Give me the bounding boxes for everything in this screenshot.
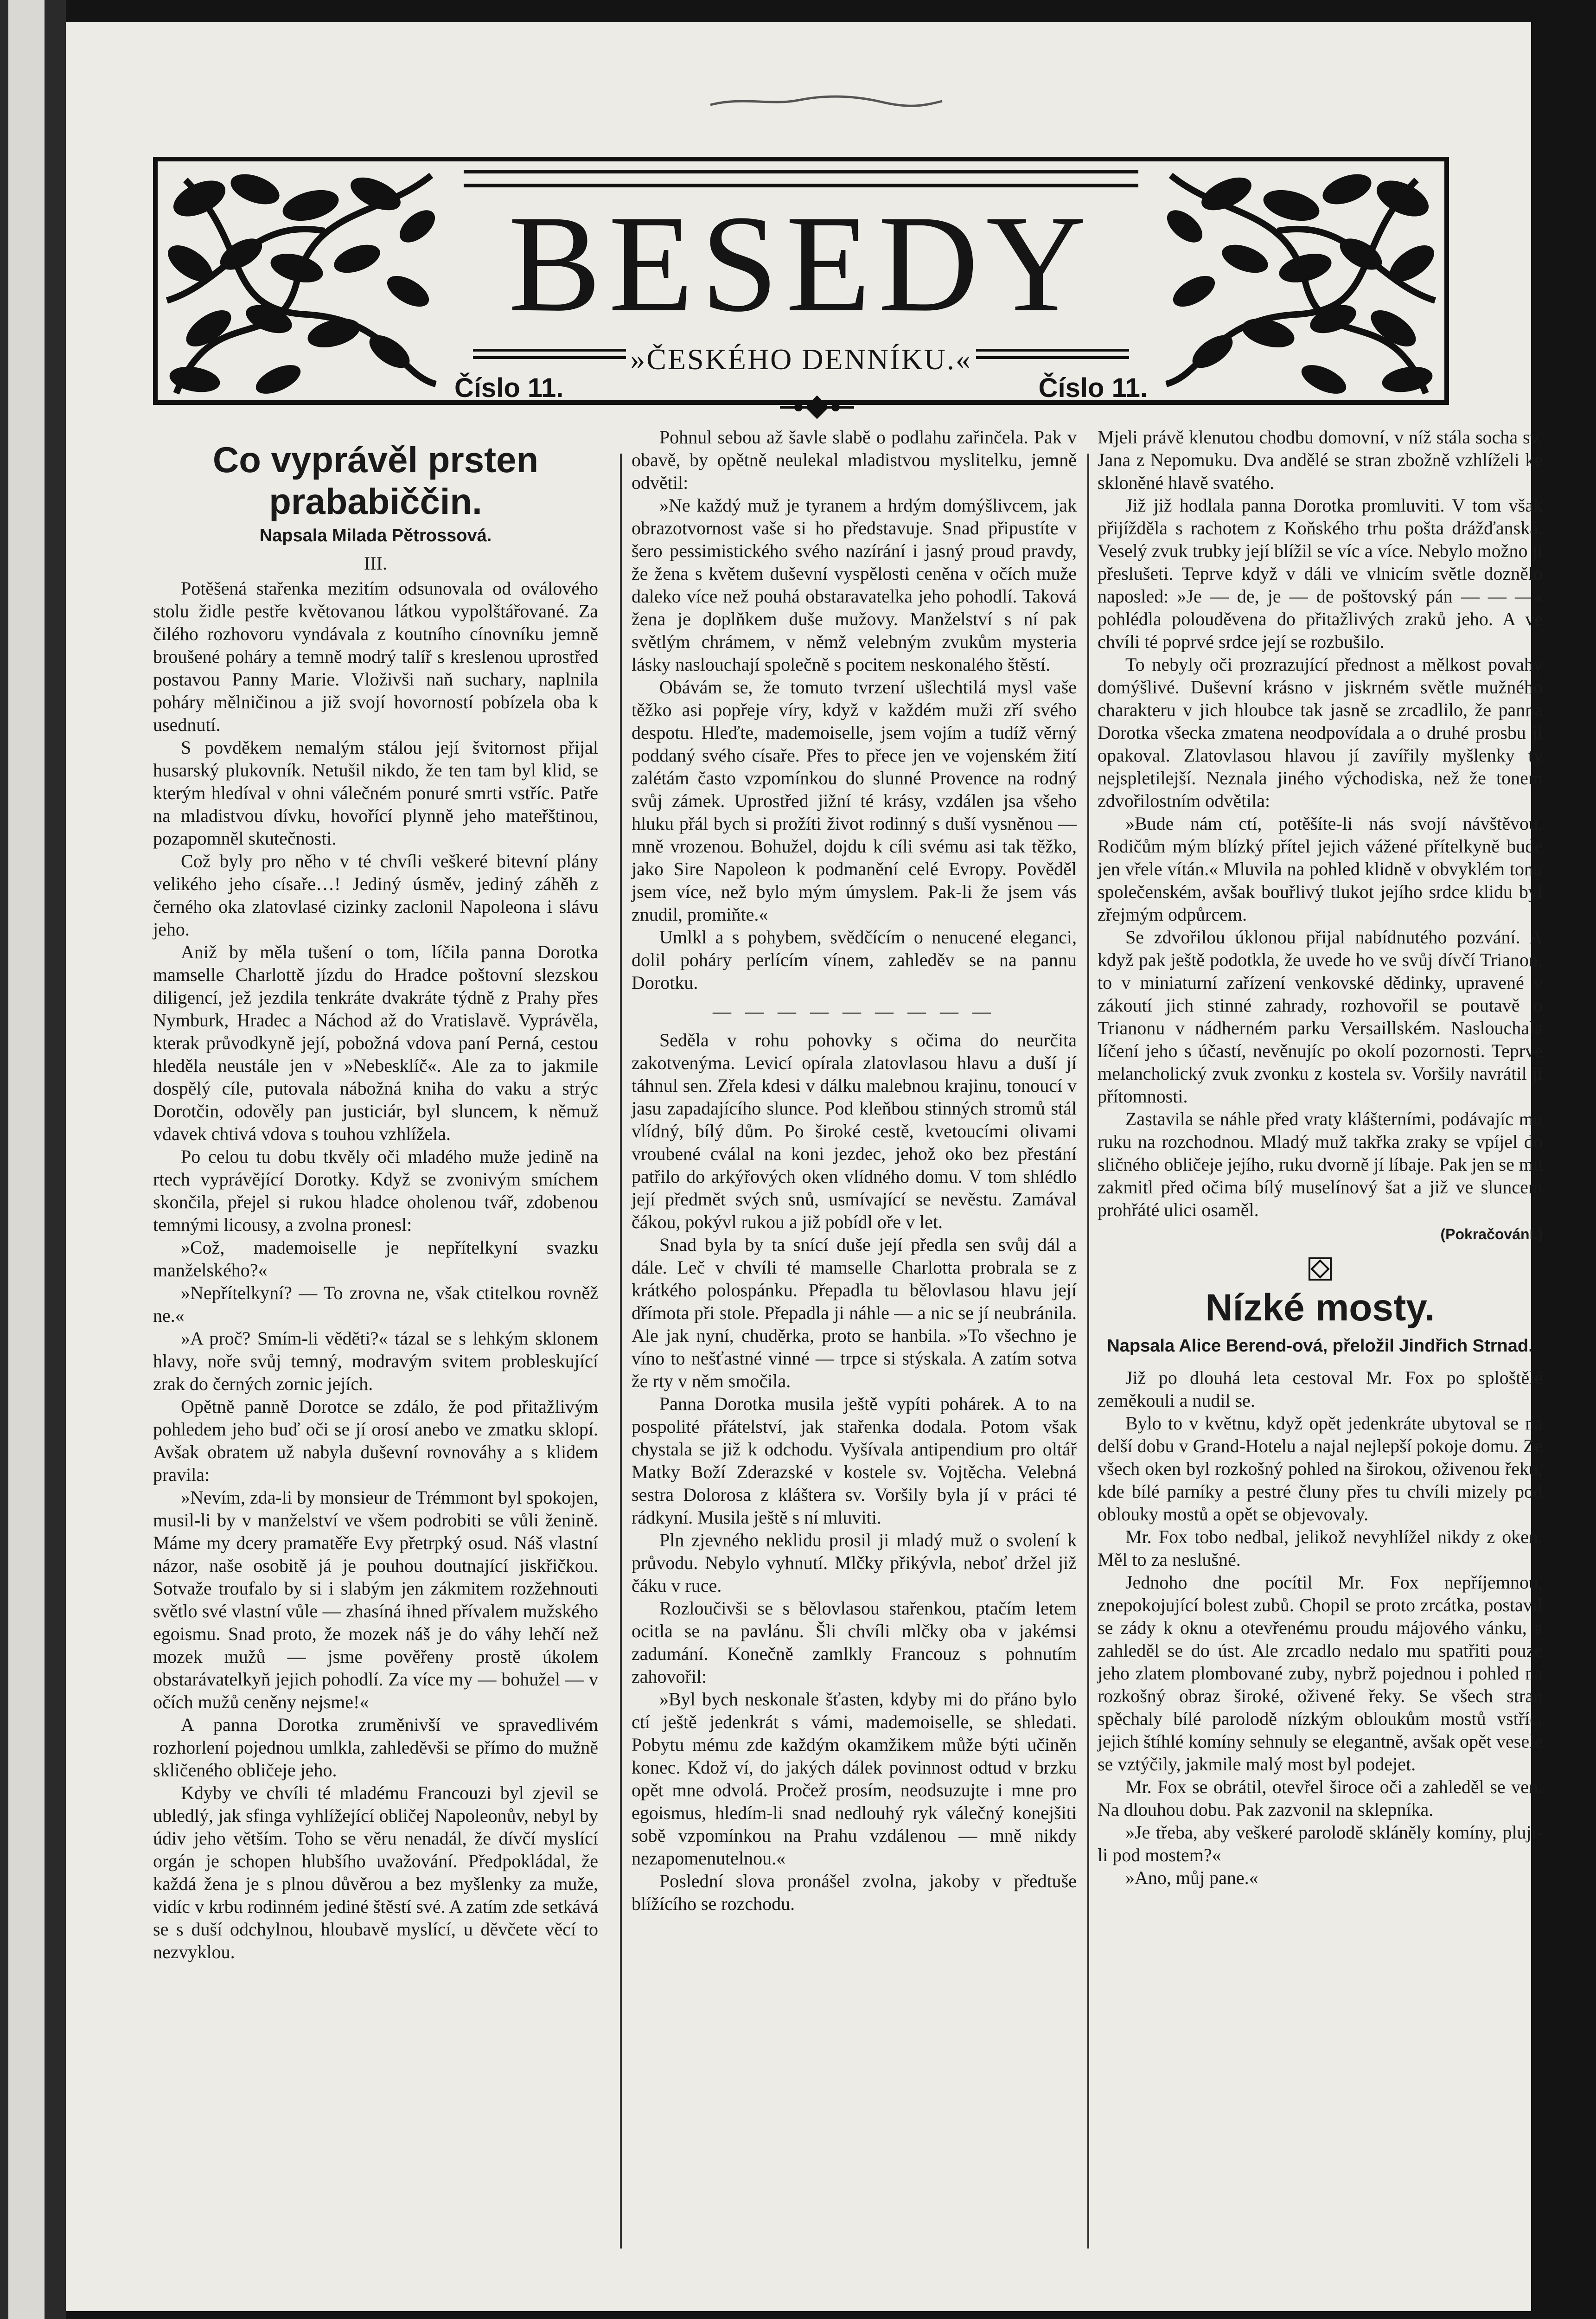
- subtitle-rule-right: [976, 349, 1129, 359]
- paragraph: Potěšená stařenka mezitím odsunovala od oválového stolu židle pestře květovanou látkou vypolštářované. Za čilého rozhovoru vyndávala z koutního cínovníku jemně broušené poháry a temně modrý talíř s kreslenou uprostřed postavou Panny Marie. Vloživši naň suchary, naplnila poháry mělničinou a již svojí hovorností pobízela oba k usednutí.: [153, 578, 598, 735]
- paragraph: S povděkem nemalým stálou její švitornost přijal husarský plukovník. Netušil nikdo, že ten tam byl klid, se kterým hledíval v ohni válečném ponuré smrti vstříc. Patře na mladistvou dívku, hovořící plynně jeho mateřštinou, pozapomněl skutečnosti.: [153, 737, 598, 849]
- paragraph: »Ne každý muž je tyranem a hrdým domýšlivcem, jak obrazotvornost vaše si ho představuje. Snad připustíte v šero pessimistického svého nazírání i jasný proud pravdy, že žena s květem duševní vyspělosti ceněna v očích muže daleko více než pouhá obstaravatelka jeho pohodlí. Taková žena je doplňkem duše mužovy. Manželství s ní pak světlým chrámem, v němž velebným zvukům mysteria lásky naslouchají společně s pocitem neskonalého štěstí.: [632, 495, 1077, 675]
- paragraph: Mr. Fox se obrátil, otevřel široce oči a zahleděl se ven. Na dlouhou dobu. Pak zazvonil na sklepníka.: [1098, 1776, 1543, 1820]
- masthead-center-ornament: [780, 393, 854, 421]
- paragraph: Snad byla by ta snící duše její předla sen svůj dál a dále. Leč v chvíli té mamselle Charlotta probrala se z krátkého polospánku. Přepadla tu bělovlasou hlavu její dřímota při stole. Přepadla ji náhle — a nic se jí neubránila. Ale jak nyní, chuděrka, proto se hanbila. »To všechno je víno to nešťastné vinné — trpce si stýskala. A zatím sotva že rty v něm smočila.: [632, 1234, 1077, 1391]
- article-body: [1098, 1366, 1543, 1889]
- paragraph: Což byly pro něho v té chvíli veškeré bitevní plány velikého jeho císaře…! Jediný úsměv, jediný záhěh z černého oka zlatovlasé cizinky zaclonil Napoleona i slávu jeho.: [153, 851, 598, 940]
- newspaper-subtitle: »ČESKÉHO DENNÍKU.«: [630, 343, 972, 376]
- paragraph: Mr. Fox tobo nedbal, jelikož nevyhlížel nikdy z oken. Měl to za neslušné.: [1098, 1526, 1543, 1570]
- column-rule: [620, 454, 622, 2249]
- newspaper-page: [66, 22, 1543, 2311]
- floral-ornament-left: [158, 161, 445, 400]
- paragraph: Obávám se, že tomuto tvrzení ušlechtilá mysl vaše těžko asi popřeje víry, když v každém muži zří svého despotu. Hleďte, mademoiselle, jsem vojím a tudíž věrný poddaný svého císaře. Přes to přece jen ve vojenském žití zalétám často vzpomínkou do slunné Provence na rodný svůj zámek. Uprostřed jižní té krásy, vzdálen jsa všeho hluku přál bych si prožíti život rodinný s duší vysněnou — mně vrozenou. Bohužel, dojdu k cíli svému asi tak těžko, jako Sire Napoleon k podmanění celé Evropy. Pověděl jsem více, než bylo mým úmyslem. Pak-li že jsem vás znudil, promiňte.«: [632, 677, 1077, 925]
- paragraph: Již již hodlala panna Dorotka promluviti. V tom však přijížděla s rachotem z Koňského trhu pošta drážďanská. Veselý zvuk trubky její blížil se víc a více. Nebylo možno ji přeslušeti. Teprve když v dáli ve vlnicím světle doznělo naposled: »Je — de, je — de poštovský pán — — —« pohlédla polouděvena do přitažlivých zraků jeho. A ve chvíli té poprvé srdce její se rozbušilo.: [1098, 495, 1543, 652]
- paragraph: A panna Dorotka zruměnivší ve spravedlivém rozhorlení pojednou umlkla, zahleděvši se přímo do mužně skličeného obličeje jeho.: [153, 1714, 598, 1781]
- paragraph: Poslední slova pronášel zvolna, jakoby v předtuše blížícího se rozchodu.: [632, 1871, 1077, 1914]
- paragraph: Se zdvořilou úklonou přijal nabídnutého pozvání. A když pak ještě podotkla, že uvede ho ve svůj dívčí Trianon, to v miniaturní zařízení venkovské dědinky, upravené v zákoutí jich stinné zahrady, rozhovořil se poutavě o Trianonu v nádherném parku Versaillském. Naslouchala líčení jeho s účastí, nevěnujíc po okolí pozornosti. Teprve melancholický zvuk zvonku z kostela sv. Voršily navrátil ji přítomnosti.: [1098, 927, 1543, 1107]
- column-rule: [1087, 454, 1089, 2249]
- section-break: — — — — — — — — —: [713, 1001, 996, 1022]
- paragraph: Po celou tu dobu tkvěly oči mladého muže jedině na rtech vyprávějící Dorotky. Když se zvonivým smíchem skončila, přejel si rukou hladce oholenou tvář, zdobenou temnými licousy, a zvolna pronesl:: [153, 1146, 598, 1235]
- paragraph: »Nepřítelkyní? — To zrovna ne, však ctitelkou rovněž ne.«: [153, 1282, 598, 1326]
- newspaper-title: BESEDY: [508, 186, 1094, 340]
- paragraph: »Ano, můj pane.«: [1125, 1867, 1258, 1888]
- paragraph: Již po dlouhá leta cestoval Mr. Fox po sploštělé zeměkouli a nudil se.: [1098, 1367, 1543, 1411]
- floral-ornament-right: [1157, 161, 1444, 400]
- paragraph: Rozloučivši se s bělovlasou stařenkou, ptačím letem ocitla se na pavlánu. Šli chvíli mlčky oba v jakémsi zadumání. Konečně zamlkly Francouz s pohnutím zahovořil:: [632, 1598, 1077, 1687]
- article-body: [153, 577, 598, 1963]
- paragraph: Panna Dorotka musila ještě vypíti pohárek. A to na pospolité přátelství, jak stařenka dodala. Potom však chystala se již k odchodu. Vyšívala antipendium pro oltář Matky Boží Zderazské v kostele sv. Vojtěcha. Velebná sestra Dolorosa z kláštera sv. Voršily byla jí v práci té rádkyní. Musila ještě s ní mluviti.: [632, 1393, 1077, 1528]
- article-byline: Napsala Alice Berend-ová, přeložil Jindřich Strnad.: [1107, 1336, 1533, 1356]
- paragraph: To nebyly oči prozrazující přednost a mělkost povahy domýšlivé. Duševní krásno v jiskrném světle mužného charakteru v jich hloubce tak jasně se zrcadlilo, že panna Dorotka všecka zmatena neodpovídala a o druhé prosbu jí opakoval. Zlatovlasou hlavou jí zavířily myšlenky ty nejspletilejší. Neznala jiného východiska, než že tonem zdvořilostním odvětila:: [1098, 654, 1543, 811]
- subtitle-row: [464, 342, 1138, 376]
- paragraph: Bylo to v květnu, když opět jedenkráte ubytoval se na delší dobu v Grand-Hotelu a najal nejlepší pokoje domu. Ze všech oken byl rozkošný pohled na širokou, oživenou řeku, kde bílé parníky a pestré čluny přes tu chvíli mizely pod obloukу mostů a opět se objevovaly.: [1098, 1413, 1543, 1525]
- diamond-ornament-icon: [1308, 1257, 1332, 1281]
- paragraph: »Nevím, zda-li by monsieur de Trémmont byl spokojen, musil-li by v manželství ve všem podrobiti se vůli ženině. Máme my dcery pramatěře Evy přetrpký osud. Náš vlastní názor, naše osobitě já je pouhou doutnající jiskřičkou. Sotvaže troufalo by si i slabým jen zákmitem rozžehnouti světlo své vlastní vůle — zhasíná ihned přívalem mužského egoismu. Snad proto, že mozek náš je do váhy lehčí než mozek mužů — jsme pověřeny prostě úkolem obstarávatelkyň jejich pohodlí. Za více my — bohužel — v očích mužů ceněny nejsme!«: [153, 1487, 598, 1712]
- column-2: [632, 426, 1077, 2283]
- article-title: Nízké mosty.: [1205, 1287, 1435, 1329]
- paragraph: Opětně panně Dorotce se zdálo, že pod přitažlivým pohledem jeho buď oči se jí orosí anebo ve zmatku sklopí. Avšak obratem už nabyla duševní rovnováhy a s klidem pravila:: [153, 1396, 598, 1485]
- paragraph: »Bude nám ctí, potěšíte-li nás svojí návštěvou. Rodičům mým blízký přítel jejich vážené přítelkyně bude jen vřele vítán.« Mluvila na pohled klidně v obvyklém tonu společenském, avšak bouřlivý tlukot jejího srdce klidu byl zřejmým odpůrcem.: [1098, 813, 1543, 925]
- ink-smudge: [706, 92, 947, 110]
- masthead: [153, 157, 1449, 405]
- issue-number-right: Číslo 11.: [1038, 373, 1148, 403]
- adjacent-page-edge: [0, 0, 66, 2319]
- article-byline: Napsala Milada Pětrossová.: [259, 526, 492, 545]
- title-rule: [464, 170, 1138, 187]
- paragraph: Seděla v rohu pohovky s očima do neurčita zakotvenýma. Levicí opírala zlatovlasou hlavu a duší jí táhnul sen. Zřela kdesi v dálku malebnou krajinu, tonoucí v jasu zapadajícího slunce. Pod kleňbou stinných stromů stál vlídný, bílý dům. Po široké cestě, kvetoucími olivami vroubené cválal na koni jezdec, jehož oko bez přestání patřilo do arkýřových oken vlídného domu. V tom shlédlo její předmět svých snů, usmívající se nevěstu. Zamával čákou, pokývl rukou a již pobídl oře v let.: [632, 1030, 1077, 1232]
- chapter-number: III.: [364, 553, 387, 574]
- paragraph: »A proč? Smím-li věděti?« tázal se s lehkým sklonem hlavy, noře svůj temný, modravým svitem probleskující zrak do černých zornic jejích.: [153, 1328, 598, 1394]
- paragraph: Aniž by měla tušení o tom, líčila panna Dorotka mamselle Charlottě jízdu do Hradce poštovní slezskou diligencí, jež jezdila tenkráte dvakráte týdně z Prahy přes Nymburk, Hradec a Náchod až do Vratislavě. Vyprávěla, kterak průvodkyně její, pobožná vdova paní Perná, cestou hleděla neustále jen v »Nebesklíč«. Ale za to jakmile dospělý cíle, putovala nábožná kniha do vaku a strýc Dorotčin, odověly pan justiciár, byl sluncem, k němuž vdavek chtivá vdova s touhou vzhlížela.: [153, 942, 598, 1144]
- paragraph: Zastavila se náhle před vraty klášterními, podávajíc mu ruku na rozchodnou. Mladý muž takřka zraky se vpíjel do sličného obličeje jejího, ruku dvorně jí líbaje. Pak jen se mu zakmitl před očima bílý muselínový šat a již ve sluncem prohřáté ulici osaměl.: [1098, 1108, 1543, 1220]
- column-3: [1098, 426, 1543, 2283]
- article-title: Co vyprávěl prsten prababiččin.: [212, 439, 539, 522]
- article-body: [1098, 426, 1543, 1243]
- article-body: [632, 426, 1077, 1915]
- paragraph: »Což, mademoiselle je nepřítelkyní svazku manželského?«: [153, 1237, 598, 1281]
- paragraph: Pln zjevného neklidu prosil ji mladý muž o svolení k průvodu. Nebylo vyhnutí. Mlčky přikývla, neboť držel již čáku v ruce.: [632, 1530, 1077, 1596]
- paragraph: Pohnul sebou až šavle slabě o podlahu zařinčela. Pak v obavě, by opětně neulekal mladistvou myslitelku, jemně odvětil:: [632, 427, 1077, 493]
- paragraph: Umlkl a s pohybem, svědčícím o nenucené eleganci, dolil poháry perlícím vínem, zahleděv se na pannu Dorotku.: [632, 927, 1077, 993]
- paragraph: Mjeli právě klenutou chodbu domovní, v níž stála socha sv. Jana z Nepomuku. Dva andělé se stran zbožně vzhlíželi ke skloněné hlavě svatého.: [1098, 427, 1543, 493]
- column-1: [153, 426, 598, 2283]
- paragraph: Kdyby ve chvíli té mladému Francouzi byl zjevil se ubledlý, jak sfinga vyhlížející obličej Napoleonův, nebyl by údiv jeho větším. Toho se věru nenadál, že dívčí myslící orgán je schopen hlubšího uvažování. Předpokládal, že každá žena je s plnou důvěrou a bez myšlenky za muže, vidíc v krbu rodinném jediné štěstí své. A zatím zde setkává se s duší odchylnou, hloubavě myslící, u děvčete věcí to nezvyklou.: [153, 1782, 598, 1962]
- paragraph: »Je třeba, aby veškeré parolodě skláněly komíny, plují-li pod mostem?«: [1098, 1822, 1543, 1865]
- issue-number-left: Číslo 11.: [454, 373, 564, 403]
- continued-note: (Pokračování.): [1440, 1226, 1543, 1243]
- paragraph: »Byl bych neskonale šťasten, kdyby mi do přáno bylo ctí ještě jedenkrát s vámi, mademoiselle, se shledati. Pobytu mému zde každým okamžikem může býti učiněn konec. Kdož ví, do jakých dálek povinnost odtud v brzku opět mne odvolá. Pročež prosím, neodsuzujte i mne pro egoismus, hledím-li snad nedlouhý ryk válečný konejšiti sobě vzpomínkou na Prahu vzdálenou — mně nikdy nezapomenutelnou.«: [632, 1689, 1077, 1869]
- paragraph: Jednoho dne pocítil Mr. Fox nepříjemnou, znepokojující bolest zubů. Chopil se proto zrcátka, postavil se zády k oknu a otevřenému proudu májového vánku, a zahleděl se do úst. Ale zrcadlo nedalo mu spatřiti pouze jeho zlatem plombované zuby, nybrž pojednou i pohled na rozkošný obraz široké, oživené řeky. Se všech stran spěchaly bílé parolodě nízkým obloukům mostů vstříc, jejich štíhlé komíny sehnuly se elegantně, avšak opět vesele se vztýčily, jakmile malý most byl podejet.: [1098, 1572, 1543, 1774]
